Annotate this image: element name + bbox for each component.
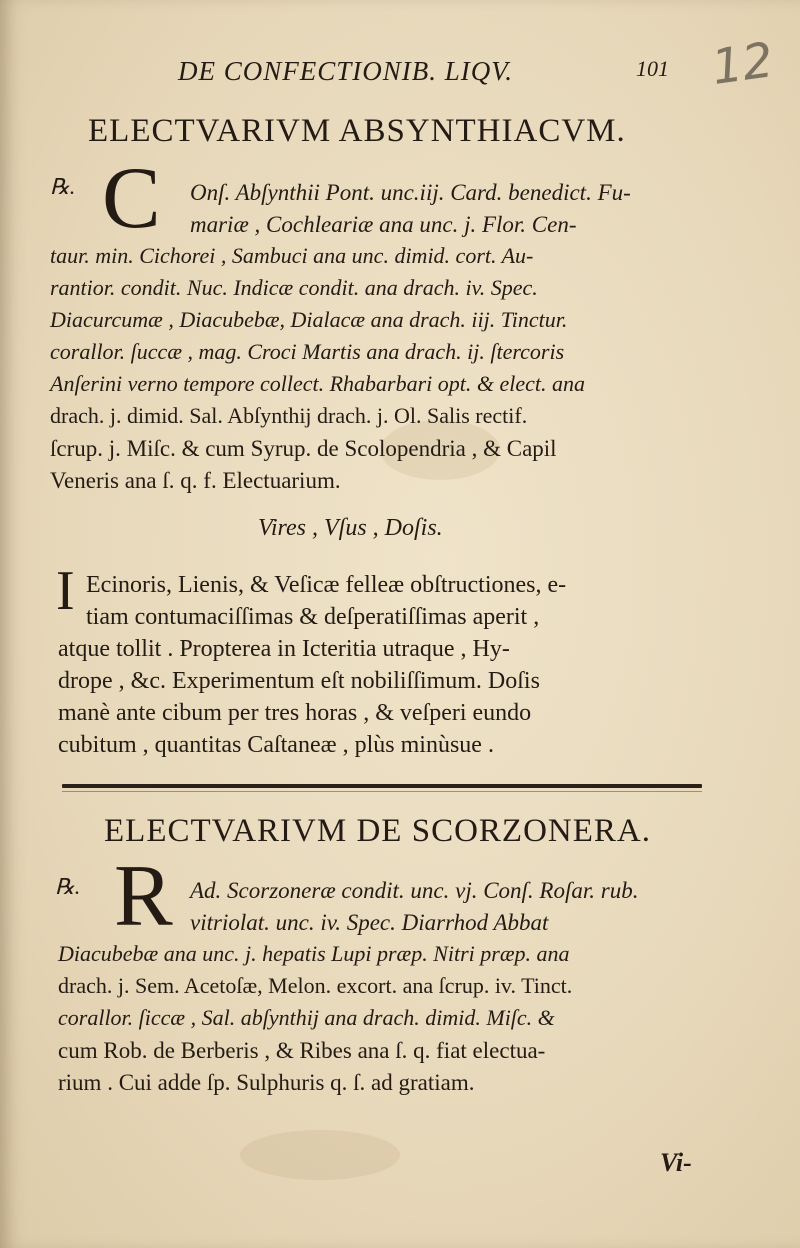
- section-divider-rule: [62, 784, 702, 788]
- paragraph-line: tiam contumaciſſimas & deſperatiſſimas aperit ,: [86, 604, 540, 630]
- recipe-line: Onſ. Abſynthii Pont. unc.iij. Card. benedict. Fu-: [190, 180, 631, 205]
- recipe-line: rium . Cui adde ſp. Sulphuris q. ſ. ad gratiam.: [58, 1070, 475, 1095]
- recipe-line: drach. j. dimid. Sal. Abſynthij drach. j. Ol. Salis rectif.: [50, 403, 528, 428]
- catchword: Vi-: [660, 1148, 692, 1177]
- paragraph-line: Ecinoris, Lienis, & Veſicæ felleæ obſtructiones, e-: [86, 572, 567, 598]
- recipe-line: corallor. ſuccæ , mag. Croci Martis ana drach. ij. ſtercoris: [50, 339, 565, 364]
- recipe-line: taur. min. Cichorei , Sambuci ana unc. dimid. cort. Au-: [50, 243, 534, 268]
- drop-cap: I: [56, 560, 75, 622]
- recipe-line: Veneris ana ſ. q. f. Electuarium.: [50, 468, 341, 493]
- page-number: 101: [636, 56, 669, 81]
- recipe-symbol: ℞.: [50, 174, 76, 199]
- recipe-line: cum Rob. de Berberis , & Ribes ana ſ. q. fiat electua-: [58, 1038, 546, 1063]
- recipe-line: drach. j. Sem. Acetoſæ, Melon. excort. ana ſcrup. iv. Tinct.: [58, 973, 573, 998]
- subheading-vires-usus-dosis: Vires , Vſus , Doſis.: [258, 515, 443, 541]
- running-head: DE CONFECTIONIB. LIQV.: [178, 56, 514, 86]
- recipe-symbol: ℞.: [55, 874, 81, 899]
- section-title-absynthiacum: ELECTVARIVM ABSYNTHIACVM.: [88, 113, 626, 149]
- paragraph-line: drope , &c. Experimentum eſt nobiliſſimum. Doſis: [58, 668, 540, 694]
- recipe-line: Anſerini verno tempore collect. Rhabarbari opt. & elect. ana: [50, 371, 586, 396]
- paragraph-line: manè ante cibum per tres horas , & veſperi eundo: [58, 700, 532, 726]
- section-title-scorzonera: ELECTVARIVM DE SCORZONERA.: [104, 813, 651, 849]
- recipe-line: Ad. Scorzoneræ condit. unc. vj. Conſ. Roſar. rub.: [190, 878, 639, 903]
- recipe-line: mariæ , Cochleariæ ana unc. j. Flor. Cen-: [190, 212, 577, 237]
- recipe-line: corallor. ſiccæ , Sal. abſynthij ana drach. dimid. Miſc. &: [58, 1005, 555, 1030]
- drop-cap: C: [102, 150, 161, 247]
- handwritten-folio-number: 12: [708, 32, 777, 96]
- recipe-line: Diacubebæ ana unc. j. hepatis Lupi præp. Nitri præp. ana: [58, 941, 570, 966]
- recipe-line: rantior. condit. Nuc. Indicæ condit. ana drach. iv. Spec.: [50, 275, 538, 300]
- section-divider-hairline: [62, 791, 702, 792]
- paper-stain: [240, 1130, 400, 1180]
- recipe-line: vitriolat. unc. iv. Spec. Diarrhod Abbat: [190, 910, 549, 935]
- paragraph-line: cubitum , quantitas Caſtaneæ , plùs minùsue .: [58, 732, 494, 758]
- drop-cap: R: [114, 848, 173, 945]
- paragraph-line: atque tollit . Propterea in Icteritia utraque , Hy-: [58, 636, 510, 662]
- recipe-line: Diacurcumæ , Diacubebæ, Dialacæ ana drach. iij. Tinctur.: [50, 307, 568, 332]
- recipe-line: ſcrup. j. Miſc. & cum Syrup. de Scolopendria , & Capil: [50, 436, 557, 461]
